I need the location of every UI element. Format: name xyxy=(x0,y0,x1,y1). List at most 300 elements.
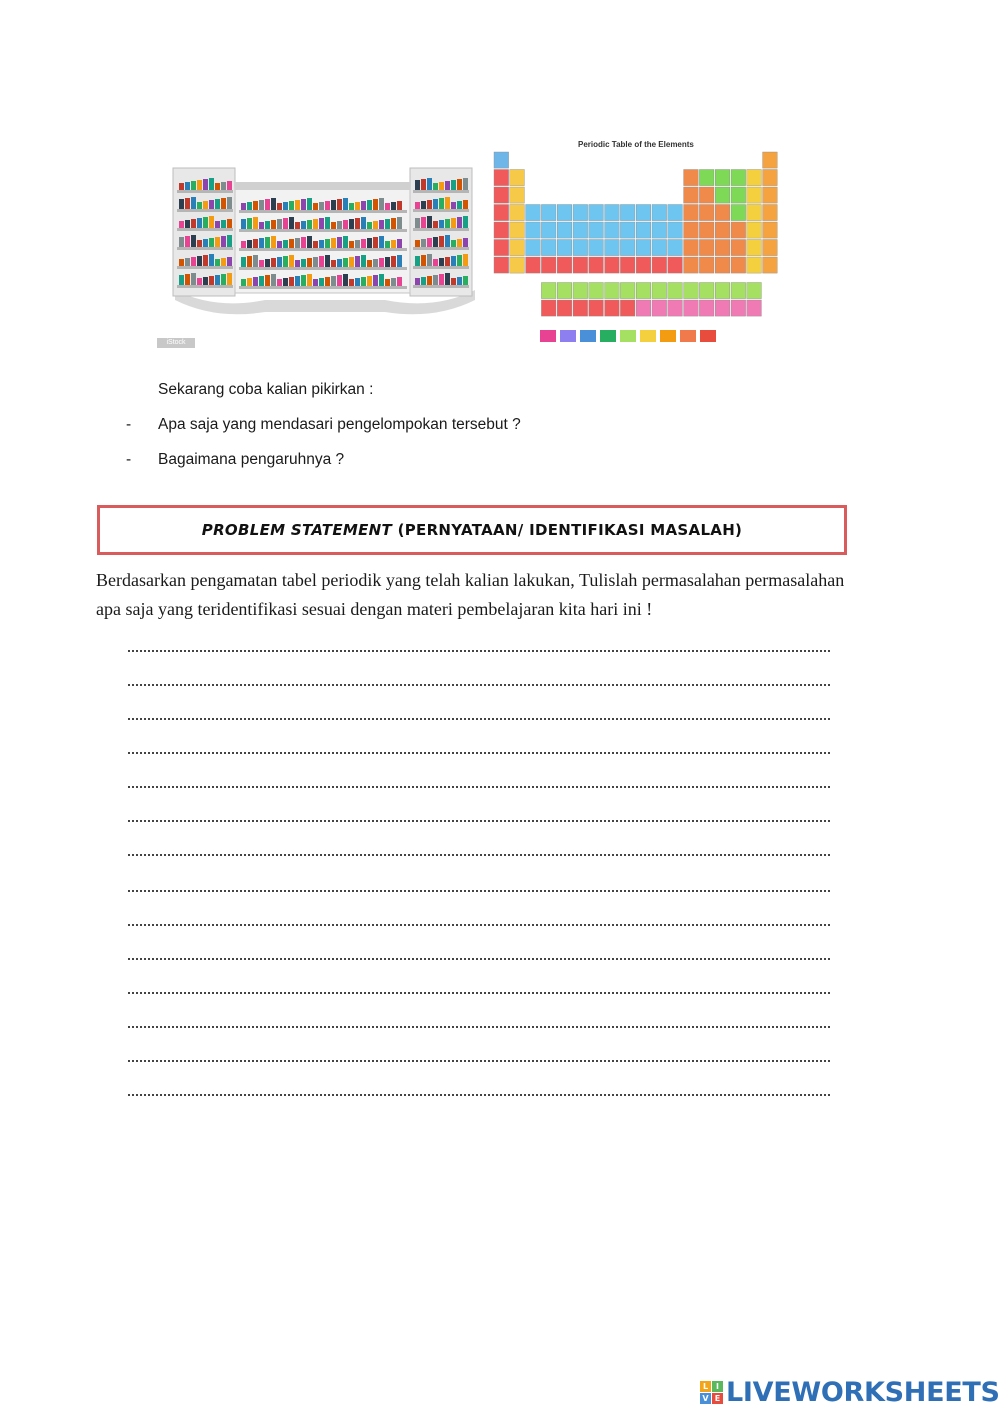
element-cell xyxy=(699,170,714,186)
element-cell xyxy=(589,205,604,221)
shelf-product xyxy=(451,278,456,285)
shelf-product xyxy=(301,259,306,267)
shelf-product xyxy=(391,278,396,286)
element-cell xyxy=(573,205,588,221)
shelf-product xyxy=(319,202,324,210)
element-cell xyxy=(715,205,730,221)
instruction-paragraph: Berdasarkan pengamatan tabel periodik yang telah kalian lakukan, Tulislah permasalahan permasalahan apa saja yang teridentifikasi sesuai dengan materi pembelajaran kita hari ini ! xyxy=(96,570,845,619)
shelf-product xyxy=(379,236,384,248)
element-cell xyxy=(668,257,683,273)
shelf-product xyxy=(385,219,390,229)
shelf-product xyxy=(185,258,190,266)
element-cell xyxy=(668,240,683,256)
shelf-product xyxy=(337,199,342,210)
shelf-board xyxy=(239,286,407,289)
element-cell xyxy=(747,205,762,221)
element-cell xyxy=(573,240,588,256)
element-cell xyxy=(731,205,746,221)
shelf-product xyxy=(241,257,246,267)
element-cell xyxy=(526,222,541,238)
shelf-product xyxy=(445,273,450,285)
shelf-product xyxy=(319,278,324,286)
logo-letter: I xyxy=(712,1381,723,1392)
shelf-product xyxy=(337,221,342,229)
element-cell xyxy=(652,205,667,221)
bullet-dash: - xyxy=(126,416,132,433)
shelf-product xyxy=(355,240,360,248)
element-cell xyxy=(747,170,762,186)
shelf-product xyxy=(367,200,372,210)
shelf-product xyxy=(361,239,366,248)
element-cell xyxy=(636,300,651,316)
shelf-product xyxy=(367,276,372,286)
element-cell xyxy=(573,300,588,316)
answer-line[interactable] xyxy=(128,922,830,926)
element-cell xyxy=(747,222,762,238)
shelf-product xyxy=(415,180,420,190)
answer-line[interactable] xyxy=(128,818,830,822)
shelf-product xyxy=(253,239,258,248)
element-cell xyxy=(684,240,699,256)
shelf-board xyxy=(413,209,469,212)
shelf-product xyxy=(319,256,324,267)
shelf-product xyxy=(295,238,300,248)
element-cell xyxy=(699,283,714,299)
element-cell xyxy=(715,222,730,238)
stock-watermark-tag: iStock xyxy=(157,338,195,348)
shelf-product xyxy=(185,198,190,209)
shelf-product xyxy=(355,202,360,210)
shelf-product xyxy=(349,257,354,267)
shelf-product xyxy=(379,198,384,210)
shelf-product xyxy=(319,218,324,229)
element-cell xyxy=(763,170,778,186)
element-cell xyxy=(684,222,699,238)
element-cell xyxy=(589,240,604,256)
element-cell xyxy=(510,187,525,203)
element-cell xyxy=(510,205,525,221)
shelf-product xyxy=(203,179,208,190)
shelf-product xyxy=(265,221,270,229)
element-cell xyxy=(715,257,730,273)
element-cell xyxy=(510,240,525,256)
shelf-product xyxy=(463,276,468,285)
element-cell xyxy=(620,283,635,299)
shelf-product xyxy=(451,202,456,209)
shelf-product xyxy=(265,259,270,267)
shelf-product xyxy=(439,182,444,190)
shelf-product xyxy=(349,241,354,248)
shelf-product xyxy=(313,203,318,210)
element-cell xyxy=(510,257,525,273)
shelf-product xyxy=(361,201,366,210)
shelf-product xyxy=(253,277,258,286)
shelf-board xyxy=(177,247,233,250)
shelf-product xyxy=(215,237,220,247)
shelf-product xyxy=(209,276,214,285)
problem-statement-subtitle: (PERNYATAAN/ IDENTIFIKASI MASALAH) xyxy=(392,521,743,539)
shelf-board xyxy=(413,228,469,231)
shelf-product xyxy=(451,180,456,190)
answer-line[interactable] xyxy=(128,750,830,754)
element-cell xyxy=(731,257,746,273)
shelf-product xyxy=(241,279,246,286)
answer-line[interactable] xyxy=(128,784,830,788)
answer-line[interactable] xyxy=(128,716,830,720)
element-cell xyxy=(620,257,635,273)
element-cell xyxy=(541,300,556,316)
shelf-product xyxy=(179,221,184,228)
shelf-product xyxy=(379,258,384,267)
element-cell xyxy=(731,240,746,256)
shelf-product xyxy=(421,179,426,190)
shelf-product xyxy=(415,278,420,285)
element-cell xyxy=(652,257,667,273)
element-cell xyxy=(699,187,714,203)
element-cell xyxy=(541,283,556,299)
shelf-product xyxy=(253,217,258,229)
shelf-product xyxy=(391,240,396,248)
element-cell xyxy=(541,222,556,238)
shelf-product xyxy=(283,202,288,210)
shelf-product xyxy=(295,276,300,286)
shelf-product xyxy=(457,179,462,190)
element-cell xyxy=(605,240,620,256)
element-cell xyxy=(589,257,604,273)
element-cell xyxy=(589,283,604,299)
shelf-product xyxy=(221,220,226,228)
shelf-product xyxy=(331,200,336,210)
shelf-product xyxy=(227,257,232,266)
shelf-product xyxy=(179,199,184,209)
shelf-product xyxy=(421,277,426,285)
shelf-product xyxy=(241,203,246,210)
shelf-product xyxy=(179,237,184,247)
shelf-board xyxy=(177,190,233,193)
shelf-product xyxy=(185,274,190,285)
shelf-product xyxy=(215,275,220,285)
shelf-product xyxy=(463,200,468,209)
shelf-product xyxy=(283,256,288,267)
shelf-board xyxy=(239,210,407,213)
shelf-product xyxy=(385,203,390,210)
element-cell xyxy=(684,187,699,203)
shelf-product xyxy=(203,239,208,247)
shelf-product xyxy=(265,199,270,210)
shelf-product xyxy=(427,238,432,247)
shelf-product xyxy=(367,222,372,229)
shelf-product xyxy=(283,240,288,248)
shelf-product xyxy=(427,254,432,266)
shelf-product xyxy=(391,256,396,267)
element-cell xyxy=(684,283,699,299)
element-cell xyxy=(731,170,746,186)
shelf-product xyxy=(391,202,396,210)
shelf-product xyxy=(451,240,456,247)
element-cell xyxy=(541,240,556,256)
answer-line[interactable] xyxy=(128,990,830,994)
logo-letter: L xyxy=(700,1381,711,1392)
answer-line[interactable] xyxy=(128,648,830,652)
shelf-product xyxy=(221,198,226,209)
shelf-product xyxy=(295,222,300,229)
shelf-product xyxy=(415,256,420,266)
shelf-product xyxy=(397,217,402,229)
shelf-product xyxy=(265,237,270,248)
shelf-product xyxy=(253,255,258,267)
element-cell xyxy=(636,257,651,273)
shelf-product xyxy=(247,278,252,286)
shelf-product xyxy=(277,219,282,229)
shelf-product xyxy=(203,217,208,228)
element-cell xyxy=(620,300,635,316)
answer-line[interactable] xyxy=(128,956,830,960)
legend-swatch xyxy=(660,330,676,342)
shelf-product xyxy=(463,178,468,190)
shelf-product xyxy=(289,255,294,267)
element-cell xyxy=(652,300,667,316)
element-cell xyxy=(620,205,635,221)
shelf-product xyxy=(215,259,220,266)
shelf-product xyxy=(179,275,184,285)
shelf-product xyxy=(337,275,342,286)
shelf-product xyxy=(397,239,402,248)
shelf-product xyxy=(289,217,294,229)
legend-swatch xyxy=(640,330,656,342)
shelf-product xyxy=(271,258,276,267)
legend-swatch xyxy=(680,330,696,342)
shelf-product xyxy=(367,260,372,267)
element-cell xyxy=(699,257,714,273)
shelf-product xyxy=(179,183,184,190)
shelf-product xyxy=(209,254,214,266)
shelf-product xyxy=(203,255,208,266)
shelf-product xyxy=(179,259,184,266)
shelf-product xyxy=(331,276,336,286)
element-cell xyxy=(636,240,651,256)
element-cell xyxy=(731,300,746,316)
element-cell xyxy=(541,205,556,221)
liveworksheets-brand[interactable] xyxy=(700,1378,1000,1406)
element-cell xyxy=(763,222,778,238)
shelf-product xyxy=(415,218,420,228)
shelf-product xyxy=(247,218,252,229)
shelf-product xyxy=(379,274,384,286)
liveworksheets-wordmark: LIVEWORKSHEETS xyxy=(726,1376,1000,1408)
shelf-product xyxy=(307,258,312,267)
shelf-product xyxy=(457,201,462,209)
legend-swatch xyxy=(700,330,716,342)
shelf-product xyxy=(367,238,372,248)
element-cell xyxy=(494,187,509,203)
shelf-board xyxy=(413,285,469,288)
shelf-product xyxy=(307,274,312,286)
shelf-board xyxy=(413,190,469,193)
element-cell xyxy=(763,205,778,221)
shelf-product xyxy=(197,278,202,285)
shelf-product xyxy=(227,273,232,285)
shelf-product xyxy=(221,236,226,247)
answer-line[interactable] xyxy=(128,682,830,686)
element-cell xyxy=(731,187,746,203)
element-cell xyxy=(684,205,699,221)
element-cell xyxy=(684,170,699,186)
element-cell xyxy=(605,283,620,299)
element-cell xyxy=(526,205,541,221)
periodic-table-title: Periodic Table of the Elements xyxy=(578,140,694,149)
shelf-product xyxy=(259,260,264,267)
shelf-product xyxy=(301,275,306,286)
shelf-product xyxy=(241,219,246,229)
element-cell xyxy=(668,283,683,299)
answer-line[interactable] xyxy=(128,1092,830,1096)
shelf-product xyxy=(439,198,444,209)
answer-line[interactable] xyxy=(128,852,830,856)
element-cell xyxy=(715,170,730,186)
shelf-product xyxy=(241,241,246,248)
shelf-board xyxy=(177,228,233,231)
element-cell xyxy=(763,240,778,256)
shelf-product xyxy=(277,203,282,210)
element-cell xyxy=(573,222,588,238)
shelf-product xyxy=(271,274,276,286)
shelf-product xyxy=(451,256,456,266)
shelf-product xyxy=(463,254,468,266)
shelf-product xyxy=(433,259,438,266)
element-cell xyxy=(589,300,604,316)
shelf-product xyxy=(221,258,226,266)
shelf-product xyxy=(277,257,282,267)
element-cell xyxy=(573,257,588,273)
shelf-product xyxy=(307,198,312,210)
element-cell xyxy=(526,240,541,256)
shelf-product xyxy=(271,236,276,248)
shelf-product xyxy=(355,278,360,286)
shelf-product xyxy=(343,220,348,229)
element-cell xyxy=(699,300,714,316)
shelf-product xyxy=(259,238,264,248)
shelf-product xyxy=(349,279,354,286)
legend-swatch xyxy=(540,330,556,342)
element-cell xyxy=(684,257,699,273)
answer-line[interactable] xyxy=(128,1058,830,1062)
shelf-board xyxy=(177,209,233,212)
shelf-product xyxy=(289,239,294,248)
element-cell xyxy=(699,205,714,221)
shelf-product xyxy=(433,275,438,285)
answer-line[interactable] xyxy=(128,888,830,892)
shelf-product xyxy=(313,257,318,267)
shelf-product xyxy=(259,222,264,229)
shelf-product xyxy=(227,181,232,190)
shelf-product xyxy=(445,181,450,190)
element-cell xyxy=(605,300,620,316)
bullet-text: Bagaimana pengaruhnya ? xyxy=(158,451,345,468)
shelf-product xyxy=(271,220,276,229)
shelf-product xyxy=(421,217,426,228)
answer-line[interactable] xyxy=(128,1024,830,1028)
element-cell xyxy=(620,240,635,256)
shelf-product xyxy=(301,199,306,210)
shelf-board xyxy=(177,266,233,269)
shelf-product xyxy=(373,221,378,229)
element-cell xyxy=(494,152,509,168)
shelf-product xyxy=(197,180,202,190)
shelf-product xyxy=(277,241,282,248)
shelf-product xyxy=(209,200,214,209)
element-cell xyxy=(747,300,762,316)
element-cell xyxy=(684,300,699,316)
shelf-product xyxy=(427,178,432,190)
shelf-product xyxy=(227,235,232,247)
shelf-product xyxy=(373,275,378,286)
shelf-product xyxy=(397,255,402,267)
shelf-board xyxy=(413,247,469,250)
shelf-product xyxy=(227,197,232,209)
shelf-product xyxy=(191,219,196,228)
element-cell xyxy=(763,257,778,273)
element-cell xyxy=(573,283,588,299)
shelf-product xyxy=(457,255,462,266)
bullet-item xyxy=(126,416,726,436)
element-cell xyxy=(557,222,572,238)
element-cell xyxy=(541,257,556,273)
shelf-product xyxy=(439,236,444,247)
shelf-product xyxy=(463,238,468,247)
shelf-product xyxy=(361,277,366,286)
shelf-product xyxy=(337,237,342,248)
shelf-product xyxy=(209,238,214,247)
shelf-product xyxy=(325,255,330,267)
shelf-product xyxy=(325,217,330,229)
shelf-product xyxy=(421,239,426,247)
element-cell xyxy=(620,222,635,238)
element-cell xyxy=(510,222,525,238)
element-cell xyxy=(747,257,762,273)
shelf-product xyxy=(373,259,378,267)
element-cell xyxy=(715,240,730,256)
problem-statement-label: PROBLEM STATEMENT xyxy=(201,521,393,539)
shelf-product xyxy=(385,257,390,267)
shelf-product xyxy=(457,217,462,228)
element-cell xyxy=(636,222,651,238)
supermarket-shelf-image xyxy=(155,160,490,325)
element-cell xyxy=(747,187,762,203)
shelf-product xyxy=(289,277,294,286)
shelf-product xyxy=(445,257,450,266)
shelf-product xyxy=(331,238,336,248)
shelf-product xyxy=(439,258,444,266)
shelf-product xyxy=(247,240,252,248)
shelf-product xyxy=(313,219,318,229)
shelf-product xyxy=(191,235,196,247)
shelf-product xyxy=(203,201,208,209)
shelf-product xyxy=(253,201,258,210)
shelf-product xyxy=(215,221,220,228)
shelf-product xyxy=(415,202,420,209)
element-cell xyxy=(668,205,683,221)
shelf-product xyxy=(221,182,226,190)
problem-statement-heading xyxy=(202,521,742,539)
shelf-product xyxy=(433,183,438,190)
element-cell xyxy=(715,283,730,299)
element-cell xyxy=(557,240,572,256)
shelf-product xyxy=(421,255,426,266)
element-cell xyxy=(699,240,714,256)
shelf-product xyxy=(265,275,270,286)
element-cell xyxy=(763,152,778,168)
shelf-product xyxy=(307,236,312,248)
